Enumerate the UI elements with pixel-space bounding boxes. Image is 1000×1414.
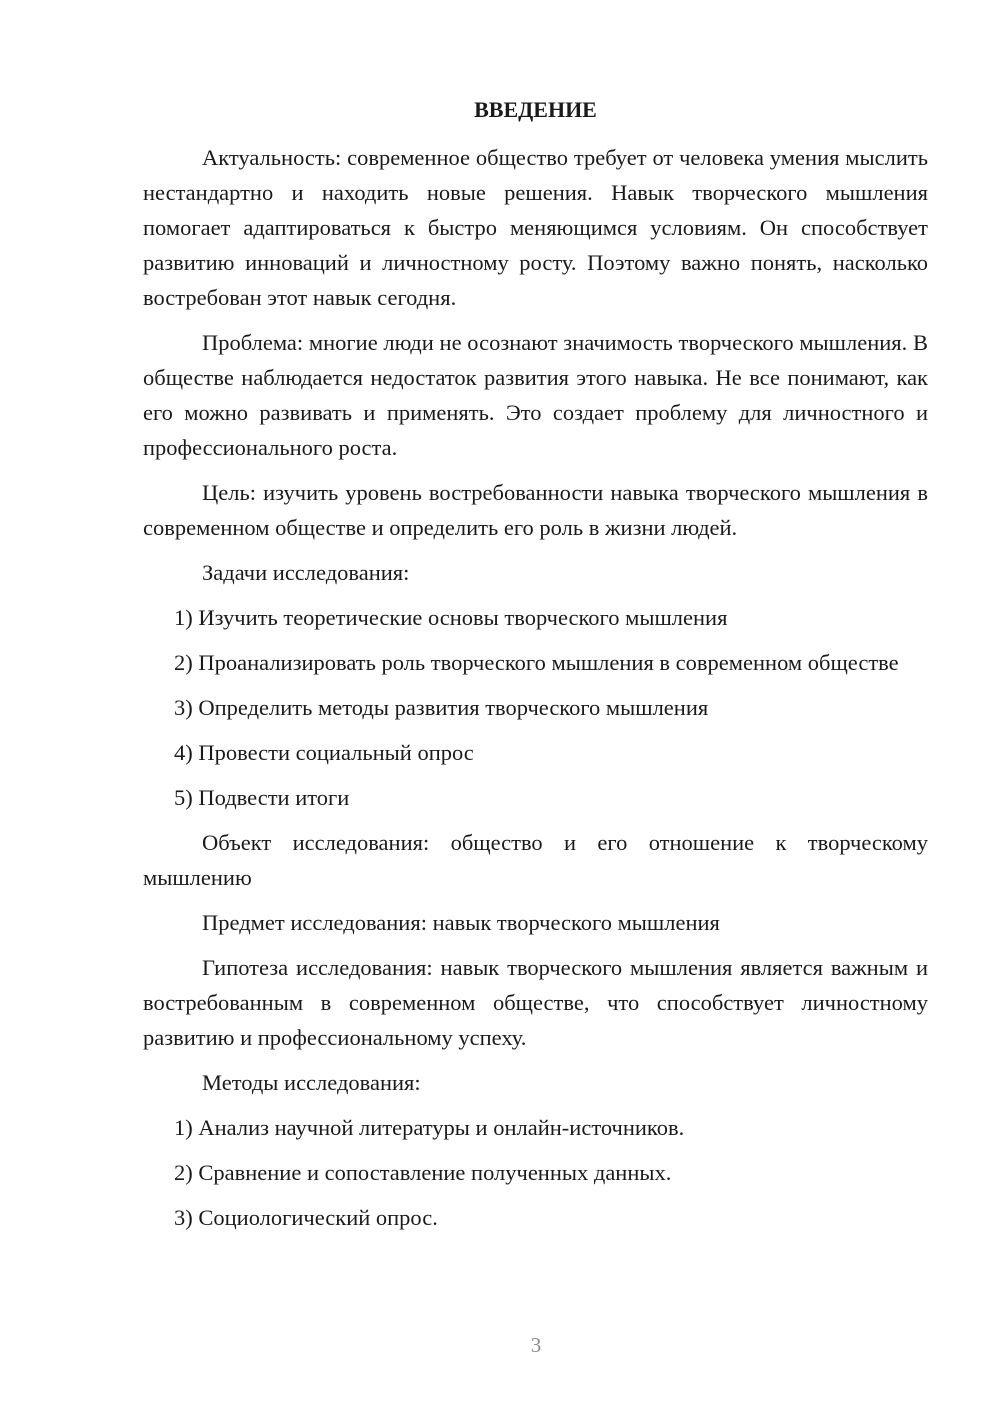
task-item: 1) Изучить теоретические основы творческого мышления xyxy=(174,605,728,630)
document-body xyxy=(143,94,928,1245)
page-title: ВВЕДЕНИЕ xyxy=(474,97,597,122)
hypothesis-paragraph: Гипотеза исследования: навык творческого мышления является важным и востребованным в современном обществе, что способствует личностному развитию и профессиональному успеху. xyxy=(143,955,928,1050)
page-number: 3 xyxy=(530,1333,542,1357)
task-item: 2) Проанализировать роль творческого мышления в современном обществе xyxy=(174,650,899,675)
method-item: 1) Анализ научной литературы и онлайн-источников. xyxy=(174,1115,685,1140)
object-paragraph: Объект исследования: общество и его отношение к творческому мышлению xyxy=(143,830,928,890)
goal-paragraph: Цель: изучить уровень востребованности навыка творческого мышления в современном обществе и определить его роль в жизни людей. xyxy=(143,480,928,540)
subject-paragraph: Предмет исследования: навык творческого мышления xyxy=(202,910,720,935)
task-item: 4) Провести социальный опрос xyxy=(174,740,474,765)
methods-title: Методы исследования: xyxy=(202,1070,421,1095)
method-item: 2) Сравнение и сопоставление полученных данных. xyxy=(174,1160,672,1185)
task-item: 5) Подвести итоги xyxy=(174,785,350,810)
task-item: 3) Определить методы развития творческого мышления xyxy=(174,695,709,720)
relevance-paragraph: Актуальность: современное общество требует от человека умения мыслить нестандартно и находить новые решения. Навык творческого мышления помогает адаптироваться к быстро меняющимся условиям. Он способствует развитию инноваций и личностному росту. Поэтому важно понять, насколько востребован этот навык сегодня. xyxy=(143,145,928,310)
method-item: 3) Социологический опрос. xyxy=(174,1205,438,1230)
tasks-title: Задачи исследования: xyxy=(202,560,410,585)
problem-paragraph: Проблема: многие люди не осознают значимость творческого мышления. В обществе наблюдается недостаток развития этого навыка. Не все понимают, как его можно развивать и применять. Это создает проблему для личностного и профессионального роста. xyxy=(143,330,928,460)
